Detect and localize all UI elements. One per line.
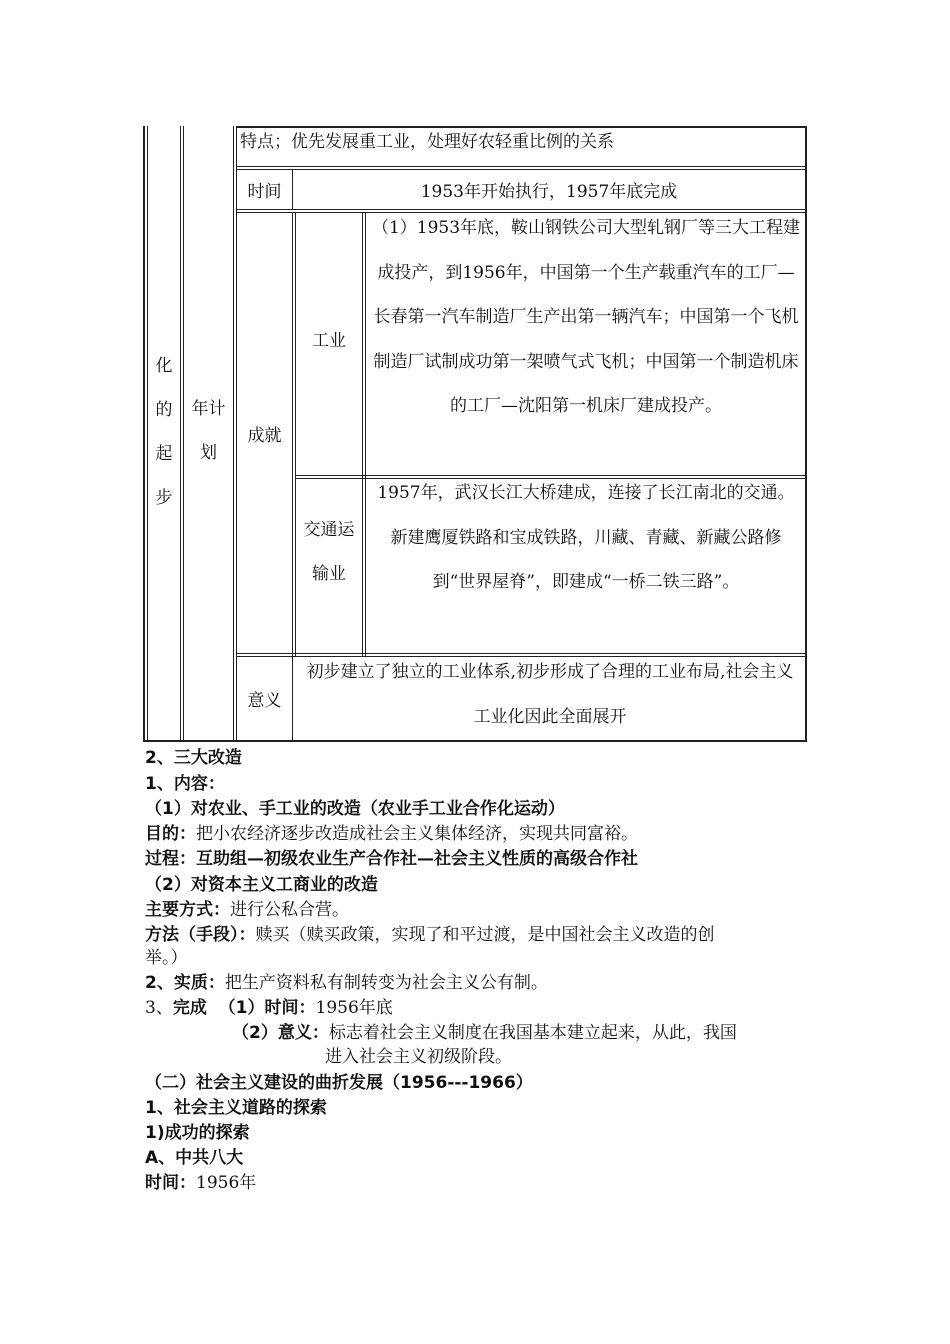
table-border: [805, 126, 807, 742]
note-line: 过程：互助组—初级农业生产合作社—社会主义性质的高级合作社: [145, 849, 638, 869]
table-border: [180, 126, 181, 742]
subheading: 1)成功的探索: [145, 1123, 250, 1143]
table-border: [143, 126, 145, 742]
plan-char: 划: [200, 443, 217, 463]
note-line: 进入社会主义初级阶段。: [325, 1047, 512, 1067]
time-label: 时间: [247, 182, 282, 202]
subheading: A、中共八大: [145, 1148, 244, 1168]
note-line: [145, 822, 638, 846]
table-border: [237, 166, 807, 167]
note-line: [145, 971, 548, 995]
stage-char: 的: [155, 400, 173, 420]
note-text: 1956年: [196, 1173, 257, 1193]
transport-label-line: 交通运: [303, 520, 355, 540]
time-value: 1953年开始执行，1957年底完成: [420, 182, 678, 202]
note-line: [232, 1021, 737, 1045]
stage-char: 化: [155, 356, 173, 376]
feature-cell: 特点；优先发展重工业，处理好农轻重比例的关系: [240, 132, 614, 152]
achievement-label: 成就: [247, 425, 282, 446]
stage-char: 步: [155, 488, 173, 508]
transport-label-line: 输业: [312, 564, 346, 584]
stage-column-cell: [148, 342, 180, 522]
note-text: 进行公私合营。: [230, 900, 349, 920]
note-line: [145, 898, 349, 922]
table-border: [365, 212, 366, 656]
note-label: 方法（手段）：: [145, 925, 256, 945]
note-text: 赎买（赎买政策，实现了和平过渡，是中国社会主义改造的创: [255, 925, 715, 945]
plan-column-cell: [184, 386, 233, 476]
table-border: [292, 212, 293, 742]
note-label: （2）意义：: [232, 1023, 329, 1043]
note-text: 1956年底: [315, 998, 393, 1018]
stage-char: 起: [155, 444, 173, 464]
note-label: 主要方式：: [145, 900, 230, 920]
note-line: [145, 996, 393, 1020]
subheading: 1、内容：: [145, 774, 225, 794]
note-label: 目的：: [145, 824, 196, 844]
note-label: 完成 （1）时间：: [172, 998, 316, 1018]
significance-text: 初步建立了独立的工业体系,初步形成了合理的工业布局,社会主义工业化因此全面展开: [306, 662, 794, 727]
note-text: 标志着社会主义制度在我国基本建立起来，从此，我国: [328, 1023, 737, 1043]
transport-label: [296, 479, 362, 653]
table-border: [143, 740, 807, 742]
transport-text: 1957年，武汉长江大桥建成，连接了长江南北的交通。新建鹰厦铁路和宝成铁路，川藏、青藏、新藏公路修到“世界屋脊”，即建成“一桥二铁三路”。: [377, 483, 795, 592]
note-text: 把生产资料私有制转变为社会主义公有制。: [224, 973, 548, 993]
note-line: 举。）: [145, 948, 188, 968]
note-label: 2、实质：: [145, 973, 225, 993]
section-heading: 2、三大改造: [145, 748, 242, 768]
note-line: [145, 923, 715, 947]
note-line: [145, 1171, 256, 1195]
table-border: [237, 126, 807, 128]
industry-text: （1）1953年底，鞍山钢铁公司大型轧钢厂等三大工程建成投产，到1956年，中国第一个生产载重汽车的工厂—长春第一汽车制造厂生产出第一辆汽车；中国第一个飞机制造厂试制成功第一架喷气式飞机；中国第一个制造机床的工厂—沈阳第一机床厂建成投产。: [371, 218, 801, 416]
subheading: 1、社会主义道路的探索: [145, 1098, 327, 1118]
subheading: （1）对农业、手工业的改造（农业手工业合作化运动）: [145, 799, 565, 819]
plan-char: 年计: [191, 399, 226, 419]
significance-label: 意义: [247, 691, 282, 711]
table-border: [233, 126, 234, 742]
subheading: （2）对资本主义工商业的改造: [145, 875, 378, 895]
note-text: 把小农经济逐步改造成社会主义集体经济，实现共同富裕。: [196, 824, 638, 844]
industry-label: 工业: [312, 330, 346, 351]
section-heading: （二）社会主义建设的曲折发展（1956---1966）: [145, 1073, 533, 1093]
note-label: 时间：: [145, 1173, 196, 1193]
note-number: 3、: [145, 998, 173, 1018]
table-border: [362, 212, 363, 656]
